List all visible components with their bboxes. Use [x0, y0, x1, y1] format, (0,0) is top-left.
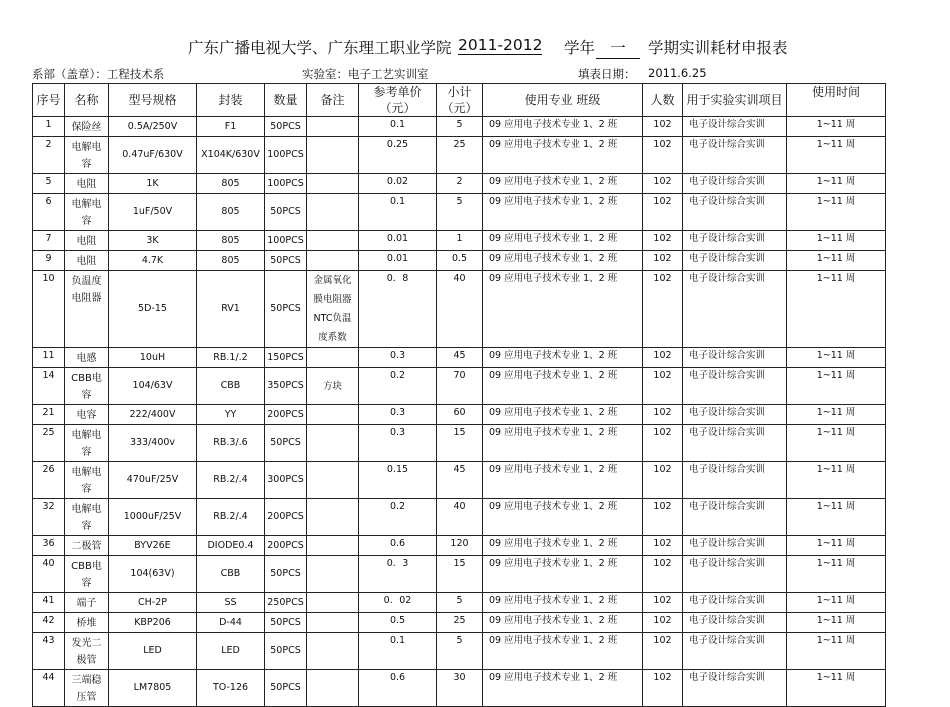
row-model: 104/63V — [109, 368, 197, 405]
header-qty: 数量 — [265, 84, 307, 117]
row-remark — [307, 348, 359, 368]
table-row — [33, 425, 886, 462]
row-qty: 250PCS — [265, 593, 307, 613]
header-name: 名称 — [65, 84, 109, 117]
row-model: 4.7K — [109, 251, 197, 271]
row-time: 1~11 周 — [787, 593, 886, 613]
row-qty: 50PCS — [265, 117, 307, 137]
row-name: 发光二极管 — [65, 633, 109, 670]
row-people: 102 — [643, 462, 683, 499]
header-price: 参考单价（元） — [359, 84, 437, 117]
row-name: 端子 — [65, 593, 109, 613]
row-model: CH-2P — [109, 593, 197, 613]
row-time: 1~11 周 — [787, 633, 886, 670]
row-purpose: 电子设计综合实训 — [683, 613, 787, 633]
row-purpose: 电子设计综合实训 — [683, 271, 787, 348]
date-label: 填表日期： — [578, 67, 636, 81]
row-seq: 2 — [33, 137, 65, 174]
table-row — [33, 137, 886, 174]
row-time: 1~11 周 — [787, 194, 886, 231]
row-purpose: 电子设计综合实训 — [683, 368, 787, 405]
row-price: 0.1 — [359, 194, 437, 231]
header-package: 封装 — [197, 84, 265, 117]
table-row — [33, 368, 886, 405]
row-time: 1~11 周 — [787, 425, 886, 462]
row-seq: 43 — [33, 633, 65, 670]
header-remark: 备注 — [307, 84, 359, 117]
row-model: 5D-15 — [109, 271, 197, 348]
row-remark — [307, 425, 359, 462]
row-subtotal: 15 — [437, 425, 483, 462]
table-row — [33, 556, 886, 593]
row-people: 102 — [643, 536, 683, 556]
table-row — [33, 348, 886, 368]
row-remark — [307, 117, 359, 137]
row-major: 09 应用电子技术专业 1、2 班 — [483, 536, 643, 556]
row-model: BYV26E — [109, 536, 197, 556]
row-purpose: 电子设计综合实训 — [683, 348, 787, 368]
row-qty: 50PCS — [265, 251, 307, 271]
row-purpose: 电子设计综合实训 — [683, 251, 787, 271]
row-package: RV1 — [197, 271, 265, 348]
row-remark — [307, 137, 359, 174]
table-row — [33, 117, 886, 137]
row-people: 102 — [643, 499, 683, 536]
row-purpose: 电子设计综合实训 — [683, 174, 787, 194]
row-people: 102 — [643, 593, 683, 613]
row-name: 电解电容 — [65, 499, 109, 536]
form-meta — [0, 66, 950, 82]
row-seq: 26 — [33, 462, 65, 499]
row-name: 电解电容 — [65, 194, 109, 231]
row-remark — [307, 556, 359, 593]
row-name: 二极管 — [65, 536, 109, 556]
row-price: 0.25 — [359, 137, 437, 174]
row-model: 3K — [109, 231, 197, 251]
row-purpose: 电子设计综合实训 — [683, 425, 787, 462]
row-package: X104K/630V — [197, 137, 265, 174]
row-model: 1000uF/25V — [109, 499, 197, 536]
row-package: F1 — [197, 117, 265, 137]
row-time: 1~11 周 — [787, 556, 886, 593]
row-package: RB.3/.6 — [197, 425, 265, 462]
consumables-table — [32, 83, 886, 707]
row-seq: 1 — [33, 117, 65, 137]
row-qty: 50PCS — [265, 194, 307, 231]
row-subtotal: 120 — [437, 536, 483, 556]
row-people: 102 — [643, 368, 683, 405]
row-time: 1~11 周 — [787, 137, 886, 174]
row-price: 0．02 — [359, 593, 437, 613]
lab: 实验室：电子工艺实训室 — [302, 67, 429, 81]
row-seq: 11 — [33, 348, 65, 368]
row-subtotal: 5 — [437, 593, 483, 613]
row-price: 0.2 — [359, 499, 437, 536]
row-seq: 6 — [33, 194, 65, 231]
row-subtotal: 5 — [437, 117, 483, 137]
row-major: 09 应用电子技术专业 1、2 班 — [483, 137, 643, 174]
row-seq: 9 — [33, 251, 65, 271]
row-name: 电解电容 — [65, 137, 109, 174]
row-people: 102 — [643, 405, 683, 425]
row-model: 1K — [109, 174, 197, 194]
row-purpose: 电子设计综合实训 — [683, 231, 787, 251]
row-name: CBB电容 — [65, 368, 109, 405]
row-package: 805 — [197, 194, 265, 231]
row-price: 0.1 — [359, 117, 437, 137]
row-purpose: 电子设计综合实训 — [683, 670, 787, 707]
row-major: 09 应用电子技术专业 1、2 班 — [483, 174, 643, 194]
row-model: 104(63V) — [109, 556, 197, 593]
header-subtotal: 小计（元） — [437, 84, 483, 117]
row-major: 09 应用电子技术专业 1、2 班 — [483, 670, 643, 707]
row-price: 0.2 — [359, 368, 437, 405]
row-time: 1~11 周 — [787, 348, 886, 368]
row-major: 09 应用电子技术专业 1、2 班 — [483, 593, 643, 613]
row-qty: 100PCS — [265, 137, 307, 174]
row-time: 1~11 周 — [787, 462, 886, 499]
row-name: 三端稳压管 — [65, 670, 109, 707]
row-package: YY — [197, 405, 265, 425]
row-purpose: 电子设计综合实训 — [683, 194, 787, 231]
row-purpose: 电子设计综合实训 — [683, 633, 787, 670]
row-subtotal: 40 — [437, 499, 483, 536]
row-name: 电解电容 — [65, 462, 109, 499]
row-seq: 5 — [33, 174, 65, 194]
row-subtotal: 40 — [437, 271, 483, 348]
row-model: 470uF/25V — [109, 462, 197, 499]
row-qty: 200PCS — [265, 499, 307, 536]
row-subtotal: 15 — [437, 556, 483, 593]
header-purpose: 用于实验实训项目 — [683, 84, 787, 117]
row-seq: 44 — [33, 670, 65, 707]
row-seq: 42 — [33, 613, 65, 633]
table-row — [33, 613, 886, 633]
row-major: 09 应用电子技术专业 1、2 班 — [483, 425, 643, 462]
row-remark — [307, 251, 359, 271]
row-purpose: 电子设计综合实训 — [683, 462, 787, 499]
table-row — [33, 633, 886, 670]
row-major: 09 应用电子技术专业 1、2 班 — [483, 117, 643, 137]
row-price: 0.6 — [359, 670, 437, 707]
row-model: KBP206 — [109, 613, 197, 633]
row-remark — [307, 499, 359, 536]
row-package: 805 — [197, 231, 265, 251]
table-row — [33, 271, 886, 348]
table-body — [33, 117, 886, 707]
row-subtotal: 2 — [437, 174, 483, 194]
row-qty: 50PCS — [265, 670, 307, 707]
row-model: 222/400V — [109, 405, 197, 425]
row-seq: 32 — [33, 499, 65, 536]
row-qty: 100PCS — [265, 231, 307, 251]
row-qty: 150PCS — [265, 348, 307, 368]
row-seq: 7 — [33, 231, 65, 251]
row-price: 0.3 — [359, 348, 437, 368]
row-people: 102 — [643, 194, 683, 231]
header-model: 型号规格 — [109, 84, 197, 117]
row-price: 0.3 — [359, 405, 437, 425]
row-seq: 21 — [33, 405, 65, 425]
row-purpose: 电子设计综合实训 — [683, 593, 787, 613]
row-time: 1~11 周 — [787, 117, 886, 137]
table-row — [33, 405, 886, 425]
row-time: 1~11 周 — [787, 613, 886, 633]
row-qty: 50PCS — [265, 271, 307, 348]
row-qty: 100PCS — [265, 174, 307, 194]
row-people: 102 — [643, 251, 683, 271]
row-model: 10uH — [109, 348, 197, 368]
row-purpose: 电子设计综合实训 — [683, 536, 787, 556]
row-subtotal: 5 — [437, 194, 483, 231]
row-subtotal: 1 — [437, 231, 483, 251]
row-remark: 方块 — [307, 368, 359, 405]
row-price: 0.5 — [359, 613, 437, 633]
fill-date: 2011.6.25 — [648, 66, 707, 80]
row-name: 电阻 — [65, 174, 109, 194]
row-seq: 14 — [33, 368, 65, 405]
row-name: 电容 — [65, 405, 109, 425]
row-price: 0.15 — [359, 462, 437, 499]
row-qty: 50PCS — [265, 425, 307, 462]
row-people: 102 — [643, 613, 683, 633]
school-name: 广东广播电视大学、广东理工职业学院 — [188, 39, 452, 57]
row-package: TO-126 — [197, 670, 265, 707]
row-purpose: 电子设计综合实训 — [683, 117, 787, 137]
row-price: 0.6 — [359, 536, 437, 556]
row-name: CBB电容 — [65, 556, 109, 593]
form-title — [0, 36, 950, 58]
row-package: RB.1/.2 — [197, 348, 265, 368]
header-major: 使用专业 班级 — [483, 84, 643, 117]
row-people: 102 — [643, 117, 683, 137]
row-remark — [307, 633, 359, 670]
header-people: 人数 — [643, 84, 683, 117]
row-major: 09 应用电子技术专业 1、2 班 — [483, 348, 643, 368]
row-subtotal: 25 — [437, 137, 483, 174]
row-subtotal: 0.5 — [437, 251, 483, 271]
row-seq: 25 — [33, 425, 65, 462]
row-qty: 300PCS — [265, 462, 307, 499]
row-name: 负温度电阻器 — [65, 271, 109, 348]
row-package: CBB — [197, 368, 265, 405]
row-price: 0.01 — [359, 251, 437, 271]
row-subtotal: 70 — [437, 368, 483, 405]
row-price: 0.3 — [359, 425, 437, 462]
row-remark — [307, 174, 359, 194]
table-row — [33, 462, 886, 499]
row-people: 102 — [643, 670, 683, 707]
row-model: LED — [109, 633, 197, 670]
row-time: 1~11 周 — [787, 368, 886, 405]
row-model: LM7805 — [109, 670, 197, 707]
row-time: 1~11 周 — [787, 174, 886, 194]
row-remark — [307, 462, 359, 499]
row-package: RB.2/.4 — [197, 499, 265, 536]
row-people: 102 — [643, 556, 683, 593]
header-row — [33, 84, 886, 117]
row-qty: 200PCS — [265, 405, 307, 425]
row-major: 09 应用电子技术专业 1、2 班 — [483, 271, 643, 348]
row-qty: 50PCS — [265, 633, 307, 670]
row-qty: 350PCS — [265, 368, 307, 405]
row-people: 102 — [643, 348, 683, 368]
row-major: 09 应用电子技术专业 1、2 班 — [483, 251, 643, 271]
row-package: D-44 — [197, 613, 265, 633]
table-row — [33, 499, 886, 536]
row-name: 桥堆 — [65, 613, 109, 633]
row-seq: 40 — [33, 556, 65, 593]
row-time: 1~11 周 — [787, 251, 886, 271]
row-remark — [307, 593, 359, 613]
row-time: 1~11 周 — [787, 536, 886, 556]
year-suffix: 学年 — [564, 39, 596, 57]
term: 一 — [596, 36, 640, 59]
row-subtotal: 5 — [437, 633, 483, 670]
header-time: 使用时间 — [787, 84, 886, 117]
row-remark — [307, 536, 359, 556]
row-qty: 200PCS — [265, 536, 307, 556]
row-purpose: 电子设计综合实训 — [683, 556, 787, 593]
header-seq: 序号 — [33, 84, 65, 117]
row-people: 102 — [643, 231, 683, 251]
row-purpose: 电子设计综合实训 — [683, 405, 787, 425]
row-package: DIODE0.4 — [197, 536, 265, 556]
row-model: 333/400v — [109, 425, 197, 462]
row-package: RB.2/.4 — [197, 462, 265, 499]
row-price: 0.01 — [359, 231, 437, 251]
row-price: 0．3 — [359, 556, 437, 593]
row-subtotal: 60 — [437, 405, 483, 425]
table-row — [33, 670, 886, 707]
row-package: SS — [197, 593, 265, 613]
row-major: 09 应用电子技术专业 1、2 班 — [483, 556, 643, 593]
row-time: 1~11 周 — [787, 231, 886, 251]
row-time: 1~11 周 — [787, 670, 886, 707]
row-remark — [307, 405, 359, 425]
row-people: 102 — [643, 137, 683, 174]
row-model: 1uF/50V — [109, 194, 197, 231]
table-row — [33, 194, 886, 231]
row-subtotal: 45 — [437, 462, 483, 499]
row-qty: 50PCS — [265, 556, 307, 593]
row-remark — [307, 670, 359, 707]
row-people: 102 — [643, 271, 683, 348]
department: 系部（盖章）：工程技术系 — [32, 67, 165, 81]
row-name: 电阻 — [65, 231, 109, 251]
row-subtotal: 30 — [437, 670, 483, 707]
row-people: 102 — [643, 633, 683, 670]
row-subtotal: 45 — [437, 348, 483, 368]
row-people: 102 — [643, 174, 683, 194]
row-model: 0.47uF/630V — [109, 137, 197, 174]
row-price: 0.1 — [359, 633, 437, 670]
table-row — [33, 251, 886, 271]
row-seq: 36 — [33, 536, 65, 556]
row-major: 09 应用电子技术专业 1、2 班 — [483, 194, 643, 231]
row-major: 09 应用电子技术专业 1、2 班 — [483, 633, 643, 670]
row-major: 09 应用电子技术专业 1、2 班 — [483, 613, 643, 633]
row-purpose: 电子设计综合实训 — [683, 499, 787, 536]
row-package: LED — [197, 633, 265, 670]
row-seq: 10 — [33, 271, 65, 348]
term-suffix: 学期实训耗材申报表 — [648, 39, 788, 57]
row-time: 1~11 周 — [787, 271, 886, 348]
row-name: 电解电容 — [65, 425, 109, 462]
row-seq: 41 — [33, 593, 65, 613]
table-row — [33, 174, 886, 194]
row-major: 09 应用电子技术专业 1、2 班 — [483, 405, 643, 425]
row-subtotal: 25 — [437, 613, 483, 633]
row-name: 电感 — [65, 348, 109, 368]
row-purpose: 电子设计综合实训 — [683, 137, 787, 174]
table-row — [33, 536, 886, 556]
row-remark — [307, 194, 359, 231]
table-row — [33, 593, 886, 613]
row-people: 102 — [643, 425, 683, 462]
row-remark — [307, 613, 359, 633]
academic-year: 2011-2012 — [458, 36, 543, 54]
table-row — [33, 231, 886, 251]
row-qty: 50PCS — [265, 613, 307, 633]
row-remark — [307, 231, 359, 251]
row-price: 0．8 — [359, 271, 437, 348]
row-package: CBB — [197, 556, 265, 593]
row-major: 09 应用电子技术专业 1、2 班 — [483, 231, 643, 251]
row-time: 1~11 周 — [787, 499, 886, 536]
row-model: 0.5A/250V — [109, 117, 197, 137]
row-major: 09 应用电子技术专业 1、2 班 — [483, 499, 643, 536]
row-time: 1~11 周 — [787, 405, 886, 425]
row-package: 805 — [197, 251, 265, 271]
row-price: 0.02 — [359, 174, 437, 194]
row-remark: 金属氧化膜电阻器NTC负温度系数 — [307, 271, 359, 348]
row-package: 805 — [197, 174, 265, 194]
row-major: 09 应用电子技术专业 1、2 班 — [483, 368, 643, 405]
row-name: 电阻 — [65, 251, 109, 271]
row-major: 09 应用电子技术专业 1、2 班 — [483, 462, 643, 499]
row-name: 保险丝 — [65, 117, 109, 137]
